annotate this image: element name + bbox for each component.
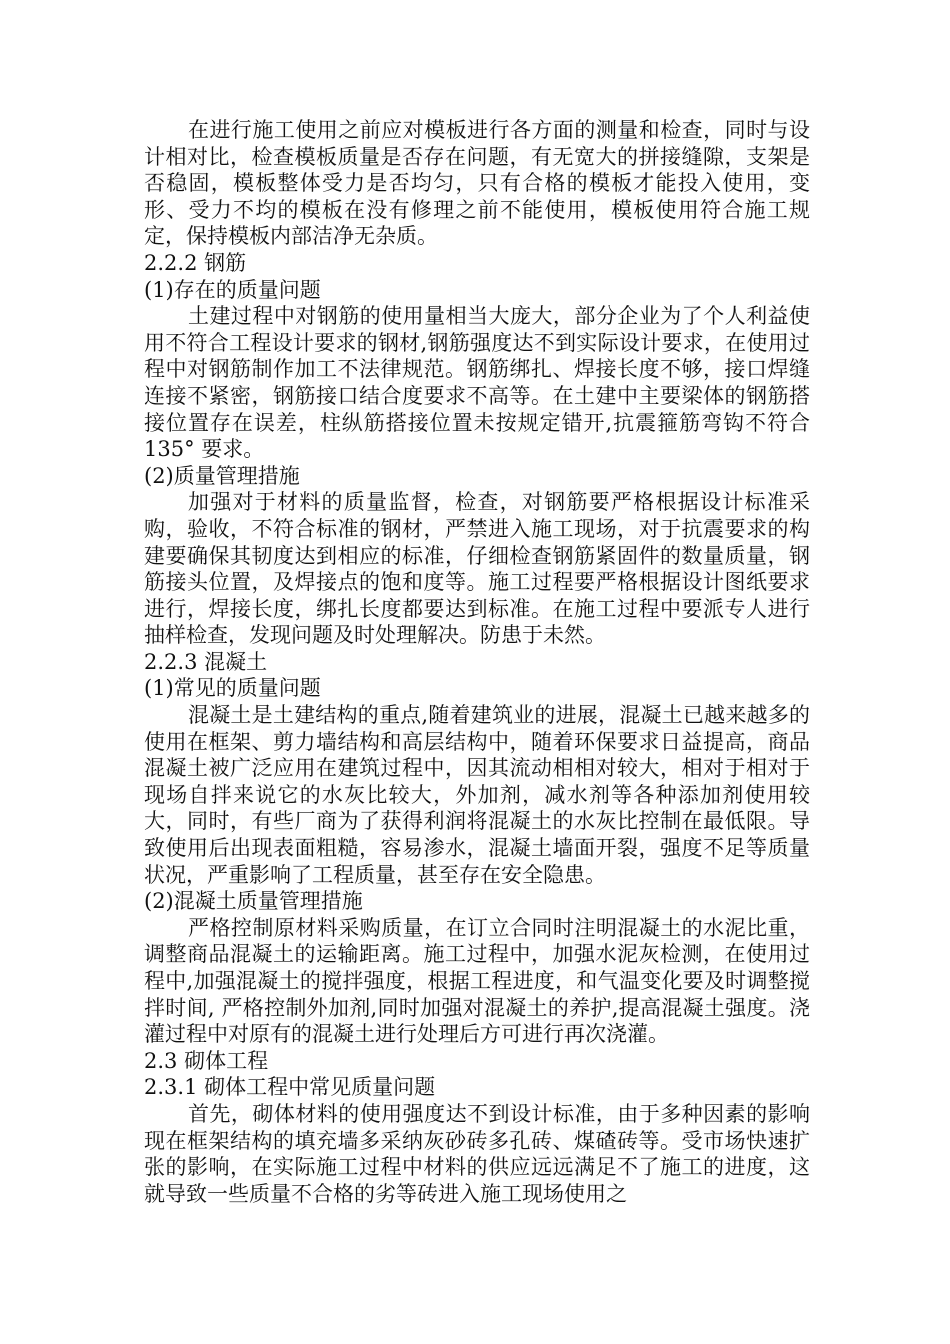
paragraph-rebar-measures: 加强对于材料的质量监督，检查，对钢筋要严格根据设计标准采购，验收，不符合标准的钢材，严禁进入施工现场，对于抗震要求的构建要确保其韧度达到相应的标准，仔细检查钢筋紧固件的数量质量，钢筋接头位置，及焊接点的饱和度等。施工过程要严格根据设计图纸要求进行，焊接长度，绑扎长度都要达到标准。在施工过程中要派专人进行抽样检查，发现问题及时处理解决。防患于未然。 [144,490,810,648]
document-page [144,117,810,1207]
subheading-rebar-problems: (1)存在的质量问题 [144,277,321,302]
paragraph-masonry-problems: 首先，砌体材料的使用强度达不到设计标准，由于多种因素的影响现在框架结构的填充墙多采纳灰砂砖多孔砖、煤碴砖等。受市场快速扩张的影响，在实际施工过程中材料的供应远远满足不了施工的进度，这就导致一些质量不合格的劣等砖进入施工现场使用之 [144,1101,810,1206]
paragraph-formwork-inspection: 在进行施工使用之前应对模板进行各方面的测量和检查，同时与设计相对比，检查模板质量是否存在问题，有无宽大的拼接缝隙，支架是否稳固，模板整体受力是否均匀，只有合格的模板才能投入使用，变形、受力不均的模板在没有修理之前不能使用，模板使用符合施工规定，保持模板内部洁净无杂质。 [144,118,810,249]
section-heading-concrete: 2.2.3 混凝土 [144,649,268,674]
subheading-concrete-measures: (2)混凝土质量管理措施 [144,889,363,914]
paragraph-concrete-problems: 混凝土是土建结构的重点,随着建筑业的进展，混凝土已越来越多的使用在框架、剪力墙结构和高层结构中，随着环保要求日益提高，商品混凝土被广泛应用在建筑过程中，因其流动相相对较大，相对于相对于现场自拌来说它的水灰比较大，外加剂，减水剂等各种添加剂使用较大，同时，有些厂商为了获得利润将混凝土的水灰比控制在最低限。导致使用后出现表面粗糙，容易渗水，混凝土墙面开裂，强度不足等质量状况，严重影响了工程质量，甚至存在安全隐患。 [144,703,810,887]
section-heading-rebar: 2.2.2 钢筋 [144,250,247,275]
section-heading-masonry: 2.3 砌体工程 [144,1048,269,1073]
paragraph-concrete-measures: 严格控制原材料采购质量，在订立合同时注明混凝土的水泥比重，调整商品混凝土的运输距离。施工过程中，加强水泥灰检测，在使用过程中,加强混凝土的搅拌强度，根据工程进度，和气温变化要及时调整搅拌时间, 严格控制外加剂,同时加强对混凝土的养护,提高混凝土强度。浇灌过程中对原有的混凝土进行处理后方可进行再次浇灌。 [144,915,810,1047]
subheading-rebar-measures: (2)质量管理措施 [144,463,300,488]
paragraph-rebar-problems: 土建过程中对钢筋的使用量相当大庞大，部分企业为了个人利益使用不符合工程设计要求的钢材,钢筋强度达不到实际设计要求，在使用过程中对钢筋制作加工不法律规范。钢筋绑扎、焊接长度不够，接口焊缝连接不紧密，钢筋接口结合度要求不高等。在土建中主要梁体的钢筋搭接位置存在误差，柱纵筋搭接位置未按规定错开,抗震箍筋弯钩不符合135° 要求。 [144,304,810,462]
subheading-masonry-problems: 2.3.1 砌体工程中常见质量问题 [144,1075,436,1100]
subheading-concrete-problems: (1)常见的质量问题 [144,676,321,701]
